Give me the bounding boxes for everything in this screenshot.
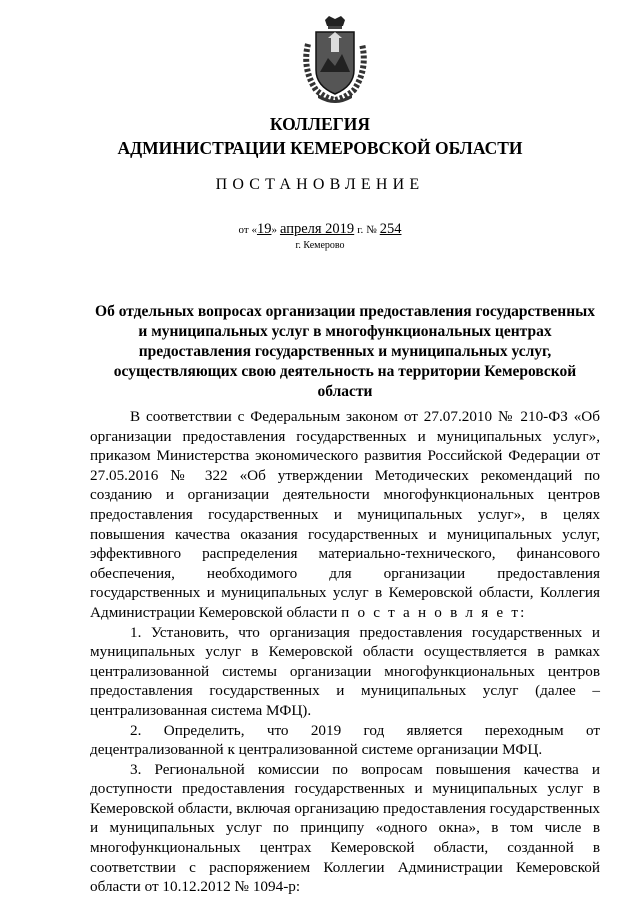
intro-paragraph <box>90 407 600 623</box>
org-name-line1: КОЛЛЕГИЯ <box>269 114 371 134</box>
item-2: 2. Определить, что 2019 год является переходным от децентрализованной к централизованной системе организации МФЦ. <box>90 721 600 759</box>
document-number: 254 <box>379 221 402 237</box>
date-month-year: апреля 2019 <box>279 221 355 237</box>
resolves-word: п о с т а н о в л я е т: <box>341 603 527 621</box>
coat-of-arms-emblem <box>298 14 372 104</box>
document-type: ПОСТАНОВЛЕНИЕ <box>215 176 425 193</box>
date-mid: » <box>271 224 277 236</box>
org-name-line2: АДМИНИСТРАЦИИ КЕМЕРОВСКОЙ ОБЛАСТИ <box>117 138 523 158</box>
document-body <box>90 407 600 897</box>
city-label: г. Кемерово <box>295 240 345 251</box>
document-title: Об отдельных вопросах организации предоставления государственных и муниципальных услуг в многофункциональных центрах предоставления государственных и муниципальных услуг, осуществляющих свою деятельность на территории Кемеровской области <box>95 303 595 400</box>
date-year-suffix: г. <box>357 224 364 236</box>
item-3: 3. Региональной комиссии по вопросам повышения качества и доступности предоставления государственных и муниципальных услуг в Кемеровской области, включая организацию предоставления государственных и муниципальных услуг по принципу «одного окна», в том числе в многофункциональных центрах Кемеровской области, созданной в соответствии с распоряжением Коллегии Администрации Кемеровской области от 10.12.2012 № 1094-р: <box>90 760 600 896</box>
date-day: 19 <box>256 221 272 237</box>
item-1: 1. Установить, что организация предоставления государственных и муниципальных услуг в Кемеровской области осуществляется в рамках централизованной системы организации многофункциональных центров предоставления государственных и муниципальных услуг (далее – централизованная система МФЦ). <box>90 623 600 719</box>
number-prefix: № <box>366 224 377 236</box>
date-number-line <box>0 221 640 238</box>
intro-text: В соответствии с Федеральным законом от 27.07.2010 № 210-ФЗ «Об организации предоставления государственных и муниципальных услуг», приказом Министерства экономического развития Российской Федерации от 27.05.2016 № 322 «Об утверждении Методических рекомендаций по созданию и организации деятельности многофункциональных центров предоставления государственных и муниципальных услуг», в целях повышения качества оказания государственных и муниципальных услуг, эффективного распределения материально-технического, финансового обеспечения, необходимого для организации предоставления государственных и муниципальных услуг в Кемеровской области, Коллегия Администрации Кемеровской области <box>90 408 600 621</box>
date-prefix: от « <box>238 224 257 236</box>
